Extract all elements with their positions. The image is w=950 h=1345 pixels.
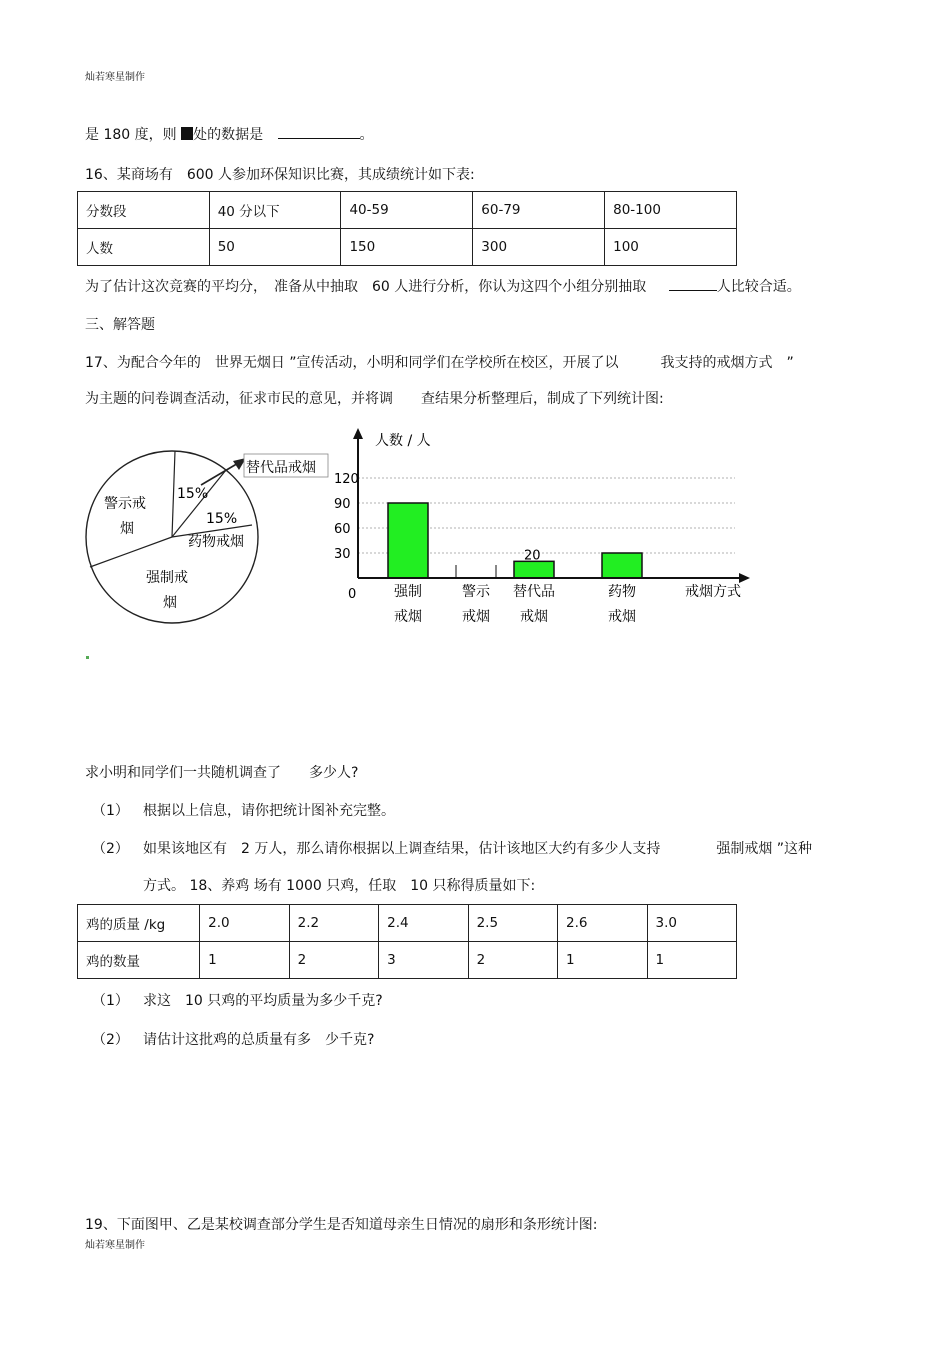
table-cell: 40-59 xyxy=(341,192,473,229)
bar-chart xyxy=(330,420,760,635)
table-cell: 1 xyxy=(558,942,647,979)
q17-ask: 求小明和同学们一共随机调查了 多少人? xyxy=(85,765,359,781)
table-cell: 2.0 xyxy=(200,905,289,942)
q17-line1: 17、为配合今年的 世界无烟日 ”宣传活动，小明和同学们在学校所在校区，开展了以 我支持的戒烟方式 ” xyxy=(85,355,794,371)
pie-label-warn-2: 烟 xyxy=(120,521,134,537)
x-axis-arrow xyxy=(739,573,750,583)
q16-follow-up xyxy=(85,276,801,296)
table-cell: 2 xyxy=(289,942,378,979)
q17-line2: 为主题的问卷调查活动，征求市民的意见，并将调 查结果分析整理后，制成了下列统计图: xyxy=(85,391,664,407)
table-cell: 80-100 xyxy=(605,192,737,229)
q18-part1: 求这 10 只鸡的平均质量为多少千克? xyxy=(143,993,383,1009)
pie-label-force: 强制戒 xyxy=(146,570,188,586)
y-axis-arrow xyxy=(353,428,363,439)
category-label: 戒烟 xyxy=(520,609,548,625)
table-cell: 人数 xyxy=(78,229,210,266)
category-label: 戒烟 xyxy=(608,609,636,625)
table-cell: 2.5 xyxy=(468,905,557,942)
table-cell: 50 xyxy=(209,229,341,266)
bar-强制戒烟 xyxy=(388,503,428,578)
q18-part2-num: （2） xyxy=(92,1032,129,1048)
mass-row xyxy=(78,905,737,942)
score-count-row xyxy=(78,229,737,266)
stray-mark xyxy=(86,656,89,659)
table-cell: 2.6 xyxy=(558,905,647,942)
y-tick-label: 120 xyxy=(334,472,359,487)
table-cell: 3.0 xyxy=(647,905,736,942)
table-cell: 100 xyxy=(605,229,737,266)
pie-label-medicine: 药物戒烟 xyxy=(188,534,244,550)
score-header-row xyxy=(78,192,737,229)
table-cell: 鸡的质量 /kg xyxy=(78,905,200,942)
table-cell: 1 xyxy=(647,942,736,979)
q15-suffix: 处的数据是 xyxy=(193,127,264,143)
table-cell: 150 xyxy=(341,229,473,266)
y-tick-label: 30 xyxy=(334,547,351,562)
table-cell: 分数段 xyxy=(78,192,210,229)
section-title: 三、解答题 xyxy=(85,317,155,333)
q16-follow-text-b: 人比较合适。 xyxy=(716,279,801,295)
q18-part1-num: （1） xyxy=(92,993,129,1009)
pie-label-substitute: 替代品戒烟 xyxy=(246,460,316,476)
category-label: 替代品 xyxy=(513,584,555,600)
table-cell: 60-79 xyxy=(473,192,605,229)
y-tick-label: 0 xyxy=(348,587,357,602)
category-label: 警示 xyxy=(462,584,490,600)
table-cell: 300 xyxy=(473,229,605,266)
y-axis-label: 人数 / 人 xyxy=(375,433,431,449)
count-row xyxy=(78,942,737,979)
pie-label-warn: 警示戒 xyxy=(104,496,146,512)
category-label: 强制 xyxy=(394,584,422,600)
pie-pct-substitute: 15% xyxy=(177,486,209,502)
page-header: 灿若寒星制作 xyxy=(85,72,145,83)
y-tick-label: 90 xyxy=(334,497,351,512)
table-cell: 40 分以下 xyxy=(209,192,341,229)
q15-end: 。 xyxy=(359,127,374,143)
pie-chart xyxy=(80,445,340,635)
pie-label-force-2: 烟 xyxy=(163,595,177,611)
answer-blank[interactable] xyxy=(669,276,717,291)
category-label: 药物 xyxy=(608,584,636,600)
chicken-table xyxy=(77,904,737,979)
q17-part2-cont: 方式。 18、养鸡 场有 1000 只鸡，任取 10 只称得质量如下: xyxy=(143,878,536,894)
table-cell: 2.2 xyxy=(289,905,378,942)
q17-part1-num: （1） xyxy=(92,803,129,819)
masked-region-block xyxy=(181,127,193,140)
q16-stem: 16、某商场有 600 人参加环保知识比赛，其成绩统计如下表: xyxy=(85,167,475,183)
q17-part2-num: （2） xyxy=(92,841,129,857)
category-label: 戒烟 xyxy=(462,609,490,625)
q15-tail xyxy=(85,124,374,144)
pie-pct-medicine: 15% xyxy=(206,511,238,527)
table-cell: 1 xyxy=(200,942,289,979)
bar-替代品戒烟 xyxy=(514,561,554,578)
table-cell: 3 xyxy=(379,942,468,979)
bar-value-label: 20 xyxy=(524,548,541,564)
q19-stem: 19、下面图甲、乙是某校调查部分学生是否知道母亲生日情况的扇形和条形统计图: xyxy=(85,1217,598,1233)
x-axis-label: 戒烟方式 xyxy=(685,584,741,600)
table-cell: 鸡的数量 xyxy=(78,942,200,979)
table-cell: 2.4 xyxy=(379,905,468,942)
answer-blank[interactable] xyxy=(278,124,360,139)
score-table xyxy=(77,191,737,266)
table-cell: 2 xyxy=(468,942,557,979)
y-tick-label: 60 xyxy=(334,522,351,537)
q18-part2: 请估计这批鸡的总质量有多 少千克? xyxy=(143,1032,375,1048)
category-label: 戒烟 xyxy=(394,609,422,625)
bar-药物戒烟 xyxy=(602,553,642,578)
page-footer: 灿若寒星制作 xyxy=(85,1240,145,1251)
q16-follow-text-a: 为了估计这次竞赛的平均分， 准备从中抽取 60 人进行分析，你认为这四个小组分别抽取 xyxy=(85,279,647,295)
q15-prefix: 是 180 度，则 xyxy=(85,127,177,143)
q17-part1: 根据以上信息，请你把统计图补充完整。 xyxy=(143,803,395,819)
q17-part2: 如果该地区有 2 万人，那么请你根据以上调查结果，估计该地区大约有多少人支持 强制戒烟 ”这种 xyxy=(143,841,813,857)
